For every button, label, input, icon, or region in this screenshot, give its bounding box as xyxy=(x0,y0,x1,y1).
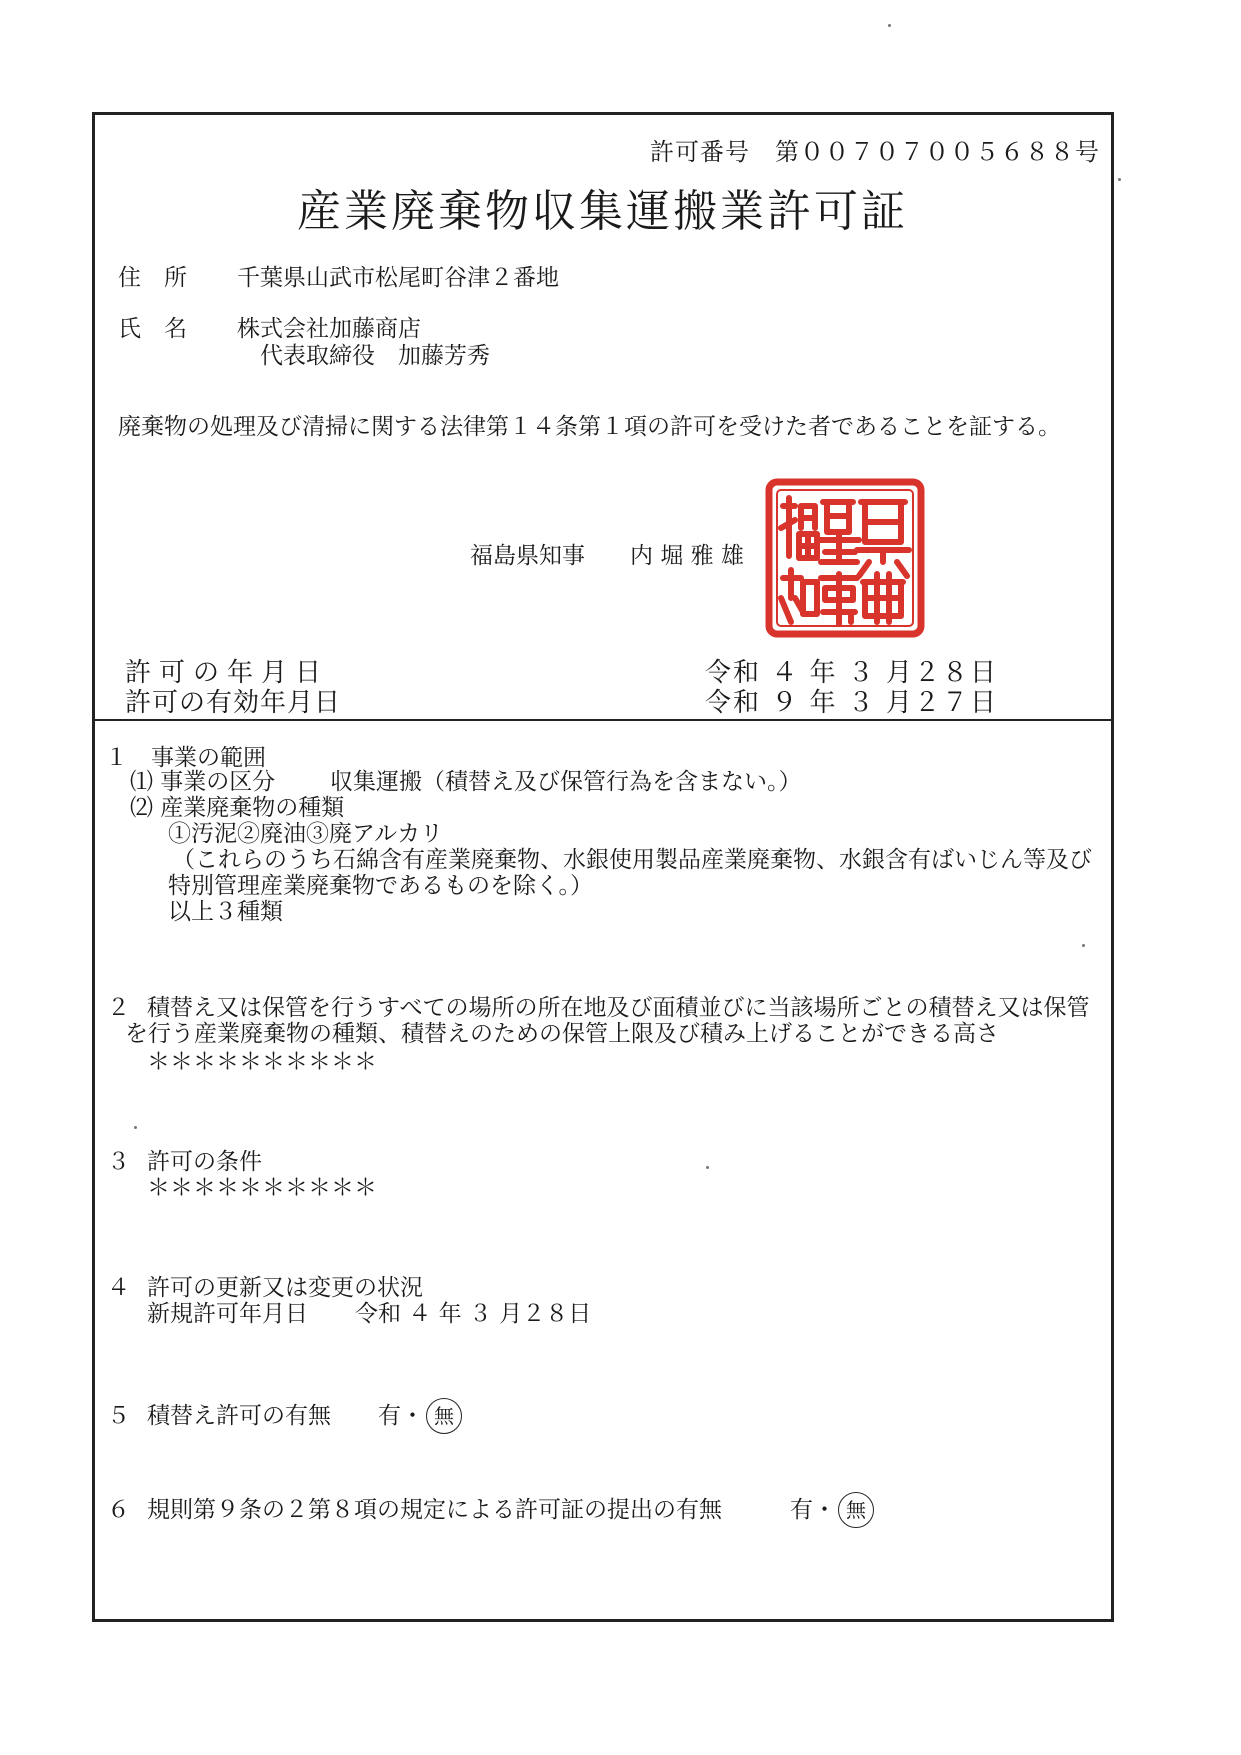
certification-statement: 廃棄物の処理及び清掃に関する法律第１４条第１項の許可を受けた者であることを証する。 xyxy=(118,414,1061,440)
scan-speck xyxy=(888,24,891,27)
permit-date-label: 許可の年月日 xyxy=(125,658,330,688)
section3-heading: 許可の条件 xyxy=(147,1149,262,1175)
section4-number: ４ xyxy=(107,1275,130,1301)
option-no-circled: 無 xyxy=(426,1398,462,1434)
issuer-title: 福島県知事 xyxy=(470,543,585,569)
scan-speck xyxy=(706,1166,709,1169)
waste-types-label: ⑵ 産業廃棄物の種類 xyxy=(130,795,345,821)
section4-heading: 許可の更新又は変更の状況 xyxy=(147,1275,423,1301)
expiry-date-value: 令和 ９ 年 ３ 月２７日 xyxy=(705,688,999,718)
section2-line-2: を行う産業廃棄物の種類、積替えのための保管上限及び積み上げることができる高さ xyxy=(125,1021,999,1047)
waste-types-total: 以上３種類 xyxy=(168,899,283,925)
option-separator: ・ xyxy=(401,1403,424,1429)
company-name: 株式会社加藤商店 xyxy=(237,316,421,342)
business-category-value: 収集運搬（積替え及び保管行為を含まない。） xyxy=(330,769,802,795)
option-yes: 有 xyxy=(790,1497,813,1523)
scan-speck xyxy=(1082,944,1085,947)
section6-heading: 規則第９条の２第８項の規定による許可証の提出の有無 xyxy=(147,1497,722,1523)
official-seal-icon xyxy=(765,478,925,638)
address-label: 住 所 xyxy=(118,265,187,291)
section6-number: ６ xyxy=(107,1497,130,1523)
issuer-name: 内 堀 雅 雄 xyxy=(630,543,744,569)
expiry-date-label: 許可の有効年月日 xyxy=(125,688,342,718)
new-permit-date-label: 新規許可年月日 xyxy=(147,1301,308,1327)
section2-line-1: 積替え又は保管を行うすべての場所の所在地及び面積並びに当該場所ごとの積替え又は保管 xyxy=(147,995,1090,1021)
option-separator: ・ xyxy=(813,1497,836,1523)
new-permit-date-value: 令和 ４ 年 ３ 月２８日 xyxy=(355,1301,592,1327)
section5-heading: 積替え許可の有無 xyxy=(147,1403,331,1429)
representative-name: 代表取締役 加藤芳秀 xyxy=(260,343,490,369)
section3-number: ３ xyxy=(107,1149,130,1175)
name-label: 氏 名 xyxy=(118,316,187,342)
transfer-permit-status xyxy=(378,1398,462,1434)
waste-types: ①汚泥②廃油③廃アルカリ xyxy=(168,821,444,847)
submission-status xyxy=(790,1492,874,1528)
option-no-circled: 無 xyxy=(838,1492,874,1528)
exclusion-line-2: 特別管理産業廃棄物であるものを除く。） xyxy=(168,873,594,899)
permit-number: 許可番号 第００７０７００５６８８号 xyxy=(650,138,1100,166)
section3-value: ＊＊＊＊＊＊＊＊＊＊ xyxy=(147,1175,377,1201)
option-yes: 有 xyxy=(378,1403,401,1429)
section2-value: ＊＊＊＊＊＊＊＊＊＊ xyxy=(147,1049,377,1075)
section-divider xyxy=(92,719,1114,721)
address-value: 千葉県山武市松尾町谷津２番地 xyxy=(237,265,559,291)
scan-speck xyxy=(1118,178,1121,181)
scan-speck xyxy=(134,1126,137,1129)
exclusion-line-1: （これらのうち石綿含有産業廃棄物、水銀使用製品産業廃棄物、水銀含有ばいじん等及び xyxy=(172,847,1092,873)
section2-number: ２ xyxy=(107,995,130,1021)
business-category-label: ⑴ 事業の区分 xyxy=(130,769,276,795)
section1-heading: １ 事業の範囲 xyxy=(105,745,266,771)
section5-number: ５ xyxy=(107,1403,130,1429)
permit-date-value: 令和 ４ 年 ３ 月２８日 xyxy=(705,658,999,688)
page-title: 産業廃棄物収集運搬業許可証 xyxy=(297,186,908,237)
